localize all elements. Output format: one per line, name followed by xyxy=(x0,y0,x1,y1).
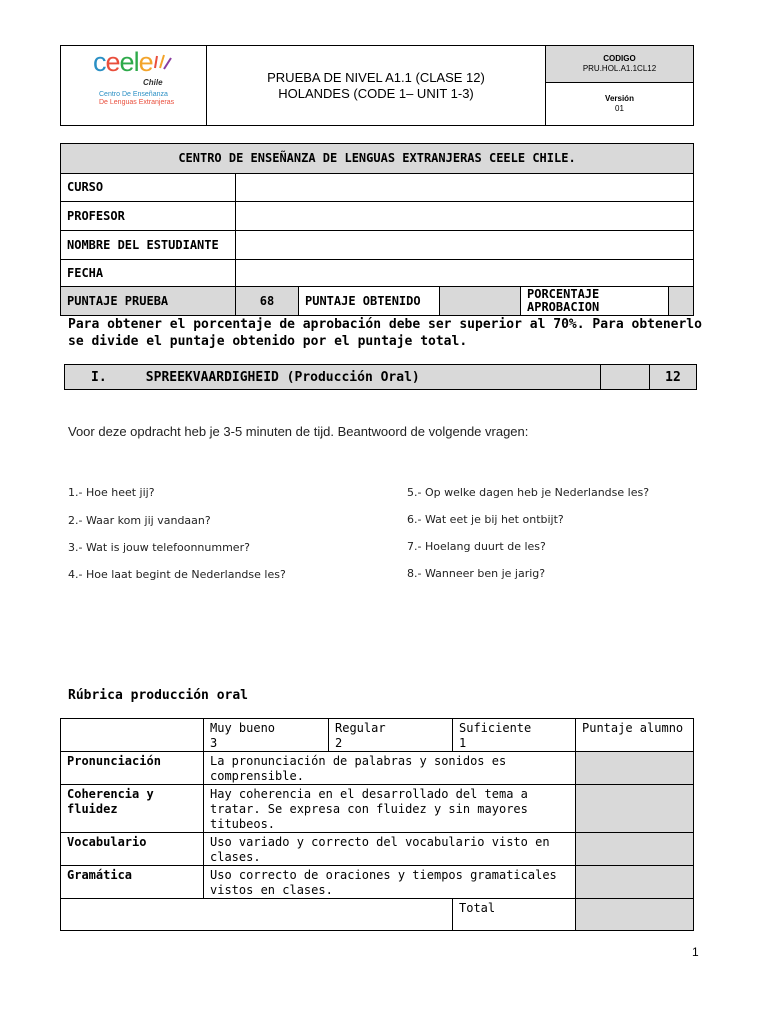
field-puntaje-obtenido[interactable] xyxy=(440,287,521,316)
rubric-header-muy-bueno: Muy bueno 3 xyxy=(204,719,329,752)
version-value: 01 xyxy=(615,104,624,113)
label-curso: CURSO xyxy=(61,174,236,202)
instructions: Voor deze opdracht heb je 3-5 minuten de tijd. Beantwoord de volgende vragen: xyxy=(68,424,529,439)
title-line-2: HOLANDES (CODE 1– UNIT 1-3) xyxy=(278,85,474,101)
question-4: 4.- Hoe laat begint de Nederlandse les? xyxy=(68,568,286,581)
rubric-criterion: Vocabulario xyxy=(61,833,204,866)
title-line-1: PRUEBA DE NIVEL A1.1 (CLASE 12) xyxy=(267,69,485,85)
rubric-score-field[interactable] xyxy=(576,866,694,899)
rubric-description: Uso correcto de oraciones y tiempos gramaticales vistos en clases. xyxy=(204,866,576,899)
section-heading xyxy=(64,364,697,390)
rubric-header-puntaje: Puntaje alumno xyxy=(576,719,694,752)
rubric-corner xyxy=(61,719,204,752)
question-8: 8.- Wanneer ben je jarig? xyxy=(407,567,546,580)
logo-subtitle: Centro De Enseñanza De Lenguas Extranjeras xyxy=(99,91,175,106)
rubric-score-field[interactable] xyxy=(576,785,694,833)
field-profesor[interactable] xyxy=(236,202,694,231)
rubric-criterion: Coherencia y fluidez xyxy=(61,785,204,833)
rubric-description: Hay coherencia en el desarrollado del tema a tratar. Se expresa con fluidez y sin mayores titubeos. xyxy=(204,785,576,833)
rubric-description: Uso variado y correcto del vocabulario visto en clases. xyxy=(204,833,576,866)
code-label: CODIGO xyxy=(603,54,636,63)
rubric-total-label: Total xyxy=(453,899,576,931)
logo-wordmark: ceele xyxy=(93,47,153,77)
label-profesor: PROFESOR xyxy=(61,202,236,231)
label-fecha: FECHA xyxy=(61,260,236,287)
document-header xyxy=(60,45,694,126)
question-7: 7.- Hoelang duurt de les? xyxy=(407,540,546,553)
page-number: 1 xyxy=(692,945,699,959)
label-puntaje-prueba: PUNTAJE PRUEBA xyxy=(61,287,236,316)
rubric-score-field[interactable] xyxy=(576,833,694,866)
version-cell xyxy=(546,83,694,126)
version-label: Versión xyxy=(605,94,634,103)
question-3: 3.- Wat is jouw telefoonnummer? xyxy=(68,541,250,554)
field-curso[interactable] xyxy=(236,174,694,202)
question-6: 6.- Wat eet je bij het ontbijt? xyxy=(407,513,564,526)
section-number: I. xyxy=(91,369,107,385)
label-puntaje-obtenido: PUNTAJE OBTENIDO xyxy=(299,287,440,316)
question-2: 2.- Waar kom jij vandaan? xyxy=(68,514,211,527)
document-title xyxy=(207,46,546,126)
value-puntaje-prueba: 68 xyxy=(236,287,299,316)
section-points: 12 xyxy=(650,365,697,390)
field-nombre[interactable] xyxy=(236,231,694,260)
label-porcentaje: PORCENTAJE APROBACION xyxy=(521,287,669,316)
approval-note: Para obtener el porcentaje de aprobación debe ser superior al 70%. Para obtenerlo se divide el puntaje obtenido por el puntaje total. xyxy=(68,317,702,349)
student-info-table xyxy=(60,143,694,316)
section-name: SPREEKVAARDIGHEID (Producción Oral) xyxy=(145,369,420,385)
rubric-criterion: Gramática xyxy=(61,866,204,899)
institution-heading: CENTRO DE ENSEÑANZA DE LENGUAS EXTRANJERAS CEELE CHILE. xyxy=(61,144,694,174)
rubric-total-blank xyxy=(61,899,453,931)
logo-cell xyxy=(61,46,207,126)
section-blank xyxy=(601,365,650,390)
rubric-header-suficiente: Suficiente 1 xyxy=(453,719,576,752)
rubric-criterion: Pronunciación xyxy=(61,752,204,785)
rubric-description: La pronunciación de palabras y sonidos es comprensible. xyxy=(204,752,576,785)
rubric-score-field[interactable] xyxy=(576,752,694,785)
rubric-table xyxy=(60,718,694,931)
label-nombre: NOMBRE DEL ESTUDIANTE xyxy=(61,231,236,260)
code-value: PRU.HOL.A1.1CL12 xyxy=(582,64,657,73)
code-cell xyxy=(546,46,694,83)
rubric-title: Rúbrica producción oral xyxy=(68,688,249,703)
ceele-logo xyxy=(93,48,183,123)
question-5: 5.- Op welke dagen heb je Nederlandse les? xyxy=(407,486,650,499)
field-fecha[interactable] xyxy=(236,260,694,287)
field-porcentaje[interactable] xyxy=(669,287,694,316)
logo-country: Chile xyxy=(143,78,163,87)
question-1: 1.- Hoe heet jij? xyxy=(68,486,155,499)
section-title xyxy=(65,365,601,390)
logo-rays-icon xyxy=(151,52,173,70)
rubric-header-regular: Regular 2 xyxy=(329,719,453,752)
rubric-total-field[interactable] xyxy=(576,899,694,931)
